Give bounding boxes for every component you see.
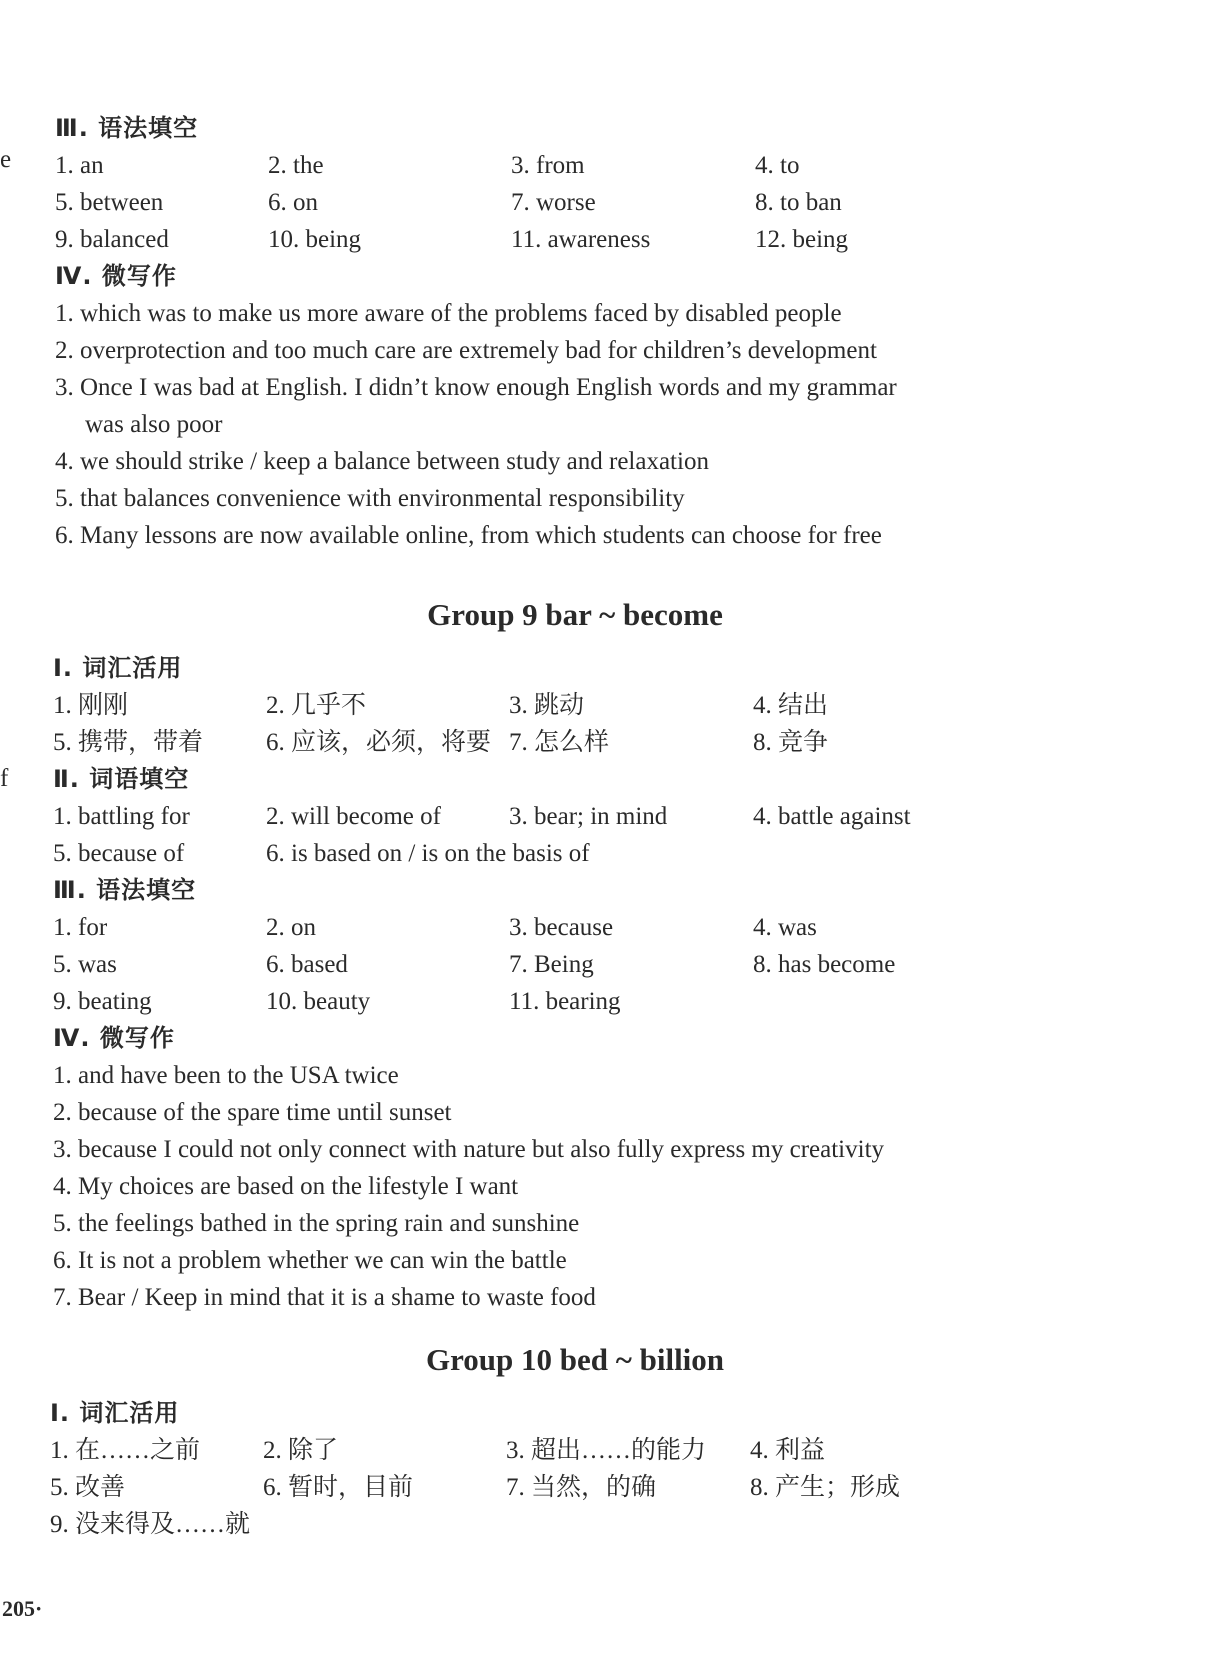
group-10-body <box>50 1395 1206 1543</box>
group-9-body <box>53 650 1206 1316</box>
answer-item: 5. because of <box>53 840 185 867</box>
section-heading: Ⅱ. 词语填空 <box>53 765 190 793</box>
answer-item: 4. 利益 <box>750 1437 826 1464</box>
answer-item: 6. based <box>266 951 348 978</box>
answer-item: 3. bear; in mind <box>509 803 668 830</box>
answer-item: 5. 改善 <box>50 1474 126 1501</box>
answer-item: 6. 应该，必须，将要 <box>266 729 492 756</box>
answer-item: 8. 产生；形成 <box>750 1474 901 1501</box>
answer-row <box>50 1469 1206 1506</box>
answer-item: 4. 结出 <box>753 692 829 719</box>
answer-item: 5. 携带，带着 <box>53 729 204 756</box>
group-10-title <box>0 1330 1150 1390</box>
group-9-title <box>0 585 1150 645</box>
answer-row <box>53 946 1206 983</box>
answer-item: 1. an <box>55 152 104 179</box>
answer-item: 2. 除了 <box>263 1437 339 1464</box>
answer-row <box>53 724 1206 761</box>
writing-line: 1. and have been to the USA twice <box>53 1062 399 1089</box>
answer-item: 7. worse <box>511 189 596 216</box>
page-number-dot: · <box>35 1596 43 1621</box>
answer-item: 8. to ban <box>755 189 842 216</box>
edge-char: f <box>0 765 9 792</box>
answer-item: 2. 几乎不 <box>266 692 367 719</box>
answer-item: 7. Being <box>509 951 594 978</box>
answer-item: 2. on <box>266 914 316 941</box>
writing-line: 4. My choices are based on the lifestyle I want <box>53 1173 519 1200</box>
answer-row <box>50 1506 1206 1543</box>
answer-item: 4. battle against <box>753 803 911 830</box>
section-heading: Ⅰ. 词汇活用 <box>53 654 183 682</box>
section-heading: Ⅲ. 语法填空 <box>55 114 199 142</box>
answer-item: 11. bearing <box>509 988 621 1015</box>
answer-item: 10. beauty <box>266 988 371 1015</box>
answer-item: 9. balanced <box>55 226 169 253</box>
writing-line: 3. Once I was bad at English. I didn’t know enough English words and my grammar <box>55 374 897 401</box>
section-heading: Ⅳ. 微写作 <box>53 1024 175 1052</box>
answer-item: 6. is based on / is on the basis of <box>266 840 590 867</box>
answer-item: 7. 怎么样 <box>509 729 610 756</box>
answer-item: 2. the <box>268 152 324 179</box>
answer-item: 1. for <box>53 914 108 941</box>
answer-item: 11. awareness <box>511 226 651 253</box>
answer-row <box>50 1432 1206 1469</box>
answer-item: 6. 暂时，目前 <box>263 1474 414 1501</box>
answer-item: 3. because <box>509 914 614 941</box>
group-title: Group 9 bar ~ become <box>427 597 723 632</box>
answer-row <box>55 221 1206 258</box>
group-title: Group 10 bed ~ billion <box>425 1342 725 1377</box>
answer-item: 1. 在……之前 <box>50 1437 201 1464</box>
answer-item: 12. being <box>755 226 849 253</box>
answer-item: 7. 当然，的确 <box>506 1474 657 1501</box>
answer-row <box>55 184 1206 221</box>
answer-item: 4. was <box>753 914 817 941</box>
answer-item: 9. 没来得及……就 <box>50 1511 251 1538</box>
answer-item: 3. 超出……的能力 <box>506 1437 707 1464</box>
section-heading: Ⅳ. 微写作 <box>55 262 177 290</box>
writing-line: 7. Bear / Keep in mind that it is a shame to waste food <box>53 1284 596 1311</box>
answer-item: 1. 刚刚 <box>53 692 129 719</box>
page-number-text: 205 <box>2 1596 35 1621</box>
answer-item: 1. battling for <box>53 803 190 830</box>
answer-item: 2. will become of <box>266 803 441 830</box>
answer-row <box>53 835 1206 872</box>
page-number <box>2 1596 42 1622</box>
answer-item: 8. 竞争 <box>753 729 829 756</box>
writing-line: 3. because I could not only connect with nature but also fully express my creativity <box>53 1136 885 1163</box>
answer-row <box>53 798 1206 835</box>
answer-item: 3. from <box>511 152 585 179</box>
answer-item: 10. being <box>268 226 362 253</box>
answer-item: 8. has become <box>753 951 896 978</box>
writing-line: 2. overprotection and too much care are extremely bad for children’s development <box>55 337 877 364</box>
answer-row <box>53 983 1206 1020</box>
writing-line: 6. Many lessons are now available online, from which students can choose for free <box>55 522 882 549</box>
answer-item: 5. between <box>55 189 164 216</box>
writing-line-continued: was also poor <box>85 411 223 438</box>
answer-row <box>53 909 1206 946</box>
edge-char: e <box>0 146 12 173</box>
section-heading: Ⅰ. 词汇活用 <box>50 1399 180 1427</box>
answer-item: 6. on <box>268 189 318 216</box>
writing-line: 4. we should strike / keep a balance between study and relaxation <box>55 448 709 475</box>
writing-line: 6. It is not a problem whether we can win the battle <box>53 1247 567 1274</box>
writing-line: 2. because of the spare time until sunset <box>53 1099 452 1126</box>
writing-line: 1. which was to make us more aware of the problems faced by disabled people <box>55 300 842 327</box>
top-grammar-section <box>55 110 1206 554</box>
answer-item: 4. to <box>755 152 800 179</box>
writing-line: 5. that balances convenience with environmental responsibility <box>55 485 685 512</box>
answer-row <box>55 147 1206 184</box>
answer-row <box>53 687 1206 724</box>
answer-item: 5. was <box>53 951 117 978</box>
section-heading: Ⅲ. 语法填空 <box>53 876 197 904</box>
writing-line: 5. the feelings bathed in the spring rain and sunshine <box>53 1210 580 1237</box>
answer-item: 9. beating <box>53 988 152 1015</box>
answer-item: 3. 跳动 <box>509 692 585 719</box>
